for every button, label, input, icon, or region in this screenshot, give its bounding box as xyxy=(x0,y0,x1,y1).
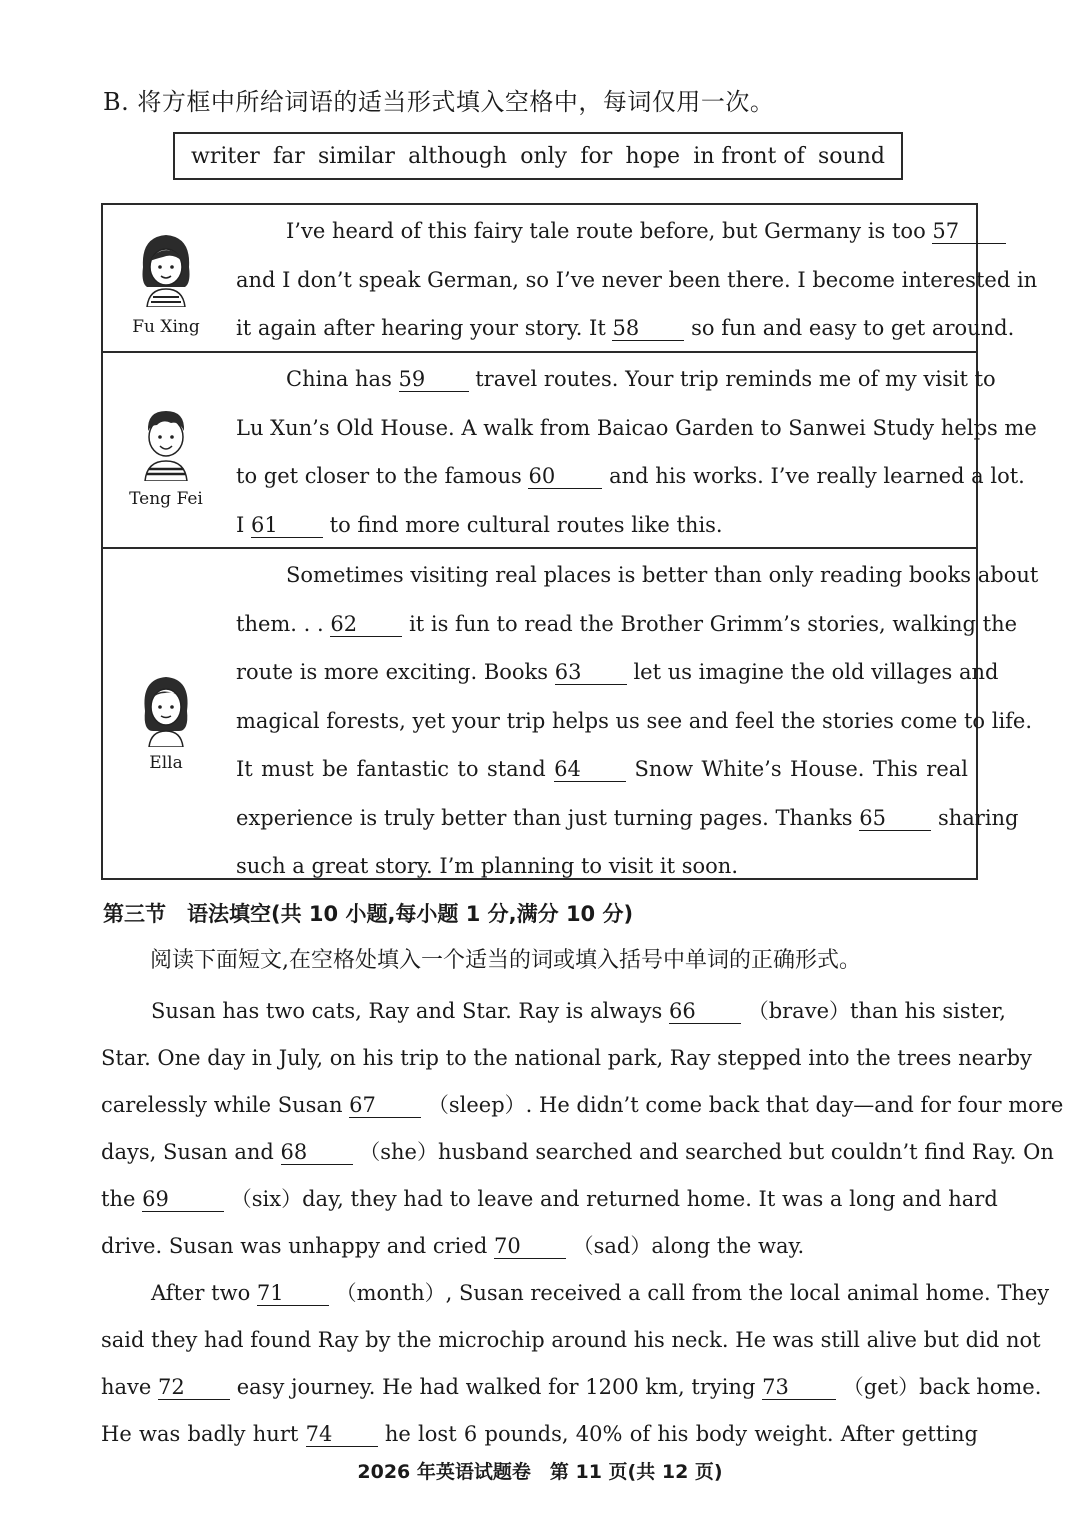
text-line: It must be fantastic to stand 64 Snow White’s House. This real xyxy=(236,757,969,781)
text-line: Lu Xun’s Old House. A walk from Baicao Garden to Sanwei Study helps me xyxy=(236,415,1037,440)
girl-avatar-icon xyxy=(133,667,199,747)
answer-blank[interactable]: 68 xyxy=(281,1140,353,1165)
dialog-row-fu-xing xyxy=(103,205,1038,351)
section-3-instruction: 阅读下面短文,在空格处填入一个适当的词或填入括号中单词的正确形式。 xyxy=(150,948,861,973)
text-line: days, Susan and 68 （she）husband searched and searched but couldn’t find Ray. On xyxy=(101,1140,1054,1164)
text-line: He was badly hurt 74 he lost 6 pounds, 40% of his body weight. After getting xyxy=(101,1422,978,1446)
answer-blank[interactable]: 61 xyxy=(251,513,323,538)
word-bank-item: for xyxy=(580,143,613,169)
word-bank-item: far xyxy=(273,143,305,169)
dialog-table xyxy=(101,203,1039,880)
text-line: drive. Susan was unhappy and cried 70 （sad）along the way. xyxy=(101,1234,805,1258)
answer-blank[interactable]: 69 xyxy=(142,1187,224,1212)
text-line: said they had found Ray by the microchip around his neck. He was still alive but did not xyxy=(101,1328,1041,1352)
text-line: have 72 easy journey. He had walked for 1200 km, trying 73 （get）back home. xyxy=(101,1375,1042,1399)
word-bank-item: writer xyxy=(191,143,260,169)
text-line: carelessly while Susan 67 （sleep）. He didn’t come back that day—and for four more xyxy=(101,1093,1064,1117)
dialog-paragraph xyxy=(236,355,1037,549)
word-bank-item: although xyxy=(408,143,507,169)
answer-blank[interactable]: 60 xyxy=(528,464,602,489)
answer-blank[interactable]: 74 xyxy=(306,1422,378,1447)
speaker-name: Teng Fei xyxy=(129,489,203,509)
answer-blank[interactable]: 59 xyxy=(399,367,469,392)
answer-blank[interactable]: 57 xyxy=(932,219,1006,244)
text-line: the 69 （six）day, they had to leave and returned home. It was a long and hard xyxy=(101,1187,998,1211)
answer-blank[interactable]: 73 xyxy=(762,1375,836,1400)
text-line: them. . . 62 it is fun to read the Brother Grimm’s stories, walking the xyxy=(236,611,1018,636)
word-bank-item: sound xyxy=(817,143,885,169)
word-bank-item: hope xyxy=(625,143,681,169)
text-line: I 61 to find more cultural routes like this. xyxy=(236,512,723,537)
dialog-row-teng-fei xyxy=(103,351,1037,547)
answer-blank[interactable]: 58 xyxy=(612,316,684,341)
dialog-row-ella xyxy=(103,547,1039,878)
text-line: Sometimes visiting real places is better than only reading books about xyxy=(286,563,1039,587)
answer-blank[interactable]: 62 xyxy=(330,612,402,637)
word-bank-item: only xyxy=(520,143,568,169)
answer-blank[interactable]: 72 xyxy=(158,1375,230,1400)
text-line: magical forests, yet your trip helps us see and feel the stories come to life. xyxy=(236,708,1033,733)
text-line: to get closer to the famous 60 and his works. I’ve really learned a lot. xyxy=(236,464,1025,488)
answer-blank[interactable]: 71 xyxy=(257,1281,329,1306)
girl-avatar-icon xyxy=(133,227,199,307)
text-line: Star. One day in July, on his trip to the national park, Ray stepped into the trees nearby xyxy=(101,1046,1032,1070)
answer-blank[interactable]: 70 xyxy=(494,1234,566,1259)
text-line: and I don’t speak German, so I’ve never been there. I become interested in xyxy=(236,267,1038,292)
word-bank-item: in front of xyxy=(693,143,805,169)
section-3-heading: 第三节 语法填空(共 10 小题,每小题 1 分,满分 10 分) xyxy=(103,902,634,926)
text-line: After two 71 （month）, Susan received a call from the local animal home. They xyxy=(151,1281,1050,1305)
word-bank-box xyxy=(173,132,903,180)
boy-avatar-icon xyxy=(133,401,199,481)
text-line: route is more exciting. Books 63 let us imagine the old villages and xyxy=(236,660,999,684)
text-line: it again after hearing your story. It 58 so fun and easy to get around. xyxy=(236,316,1015,340)
speaker-name: Fu Xing xyxy=(132,317,200,337)
answer-blank[interactable]: 66 xyxy=(669,999,741,1024)
text-line: such a great story. I’m planning to visit it soon. xyxy=(236,854,739,878)
answer-blank[interactable]: 64 xyxy=(554,757,626,782)
text-line: experience is truly better than just turning pages. Thanks 65 sharing xyxy=(236,805,1019,830)
answer-blank[interactable]: 65 xyxy=(859,806,931,831)
section-b-heading: B. 将方框中所给词语的适当形式填入空格中，每词仅用一次。 xyxy=(103,88,775,116)
word-bank-item: similar xyxy=(318,143,395,169)
text-line: Susan has two cats, Ray and Star. Ray is always 66 （brave）than his sister, xyxy=(151,999,1006,1023)
text-line: China has 59 travel routes. Your trip reminds me of my visit to xyxy=(286,367,996,391)
page-footer: 2026 年英语试题卷 第 11 页(共 12 页) xyxy=(357,1461,723,1483)
speaker-name: Ella xyxy=(149,753,183,773)
answer-blank[interactable]: 63 xyxy=(555,660,627,685)
text-line: I’ve heard of this fairy tale route before, but Germany is too 57 xyxy=(236,207,968,256)
dialog-paragraph xyxy=(236,551,1039,891)
grammar-passage xyxy=(101,988,1064,1458)
dialog-paragraph xyxy=(236,207,1038,353)
answer-blank[interactable]: 67 xyxy=(349,1093,421,1118)
